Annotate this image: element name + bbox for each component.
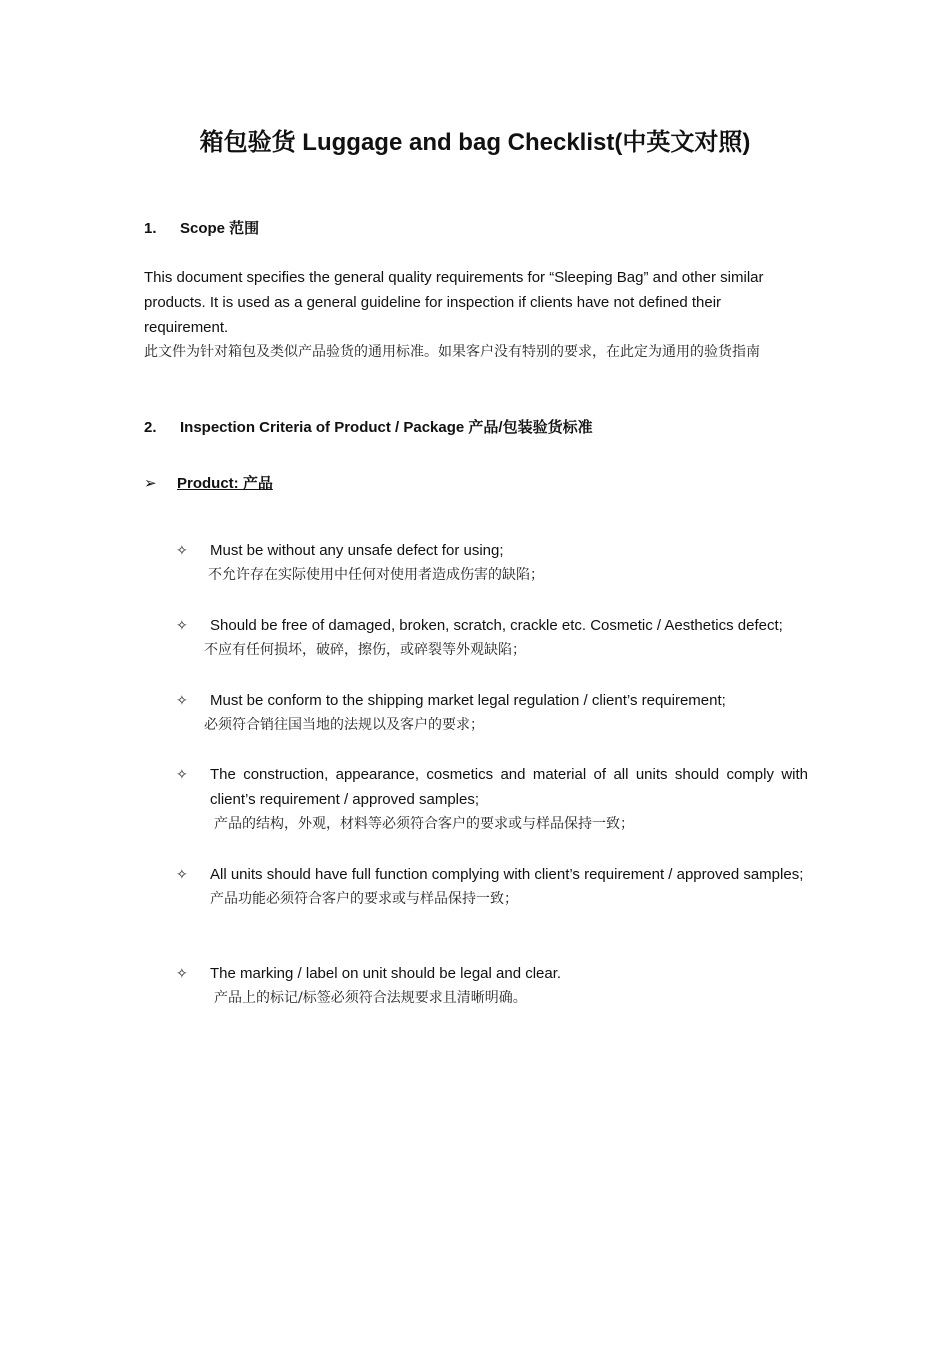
diamond-bullet-icon: ✧: [176, 692, 188, 708]
arrow-bullet-icon: ➢: [144, 475, 157, 492]
list-item: [176, 538, 808, 588]
list-item-chinese: 不应有任何损坏，破碎，擦伤，或碎裂等外观缺陷；: [204, 642, 526, 658]
list-item-english: Should be free of damaged, broken, scratch, crackle etc. Cosmetic / Aesthetics defect;: [210, 617, 783, 634]
product-label: Product: 产品: [177, 475, 273, 492]
list-item-chinese: 不允许存在实际使用中任何对使用者造成伤害的缺陷；: [208, 567, 544, 583]
section-heading-criteria: [144, 416, 593, 437]
list-item-english: Must be conform to the shipping market legal regulation / client’s requirement;: [210, 692, 726, 709]
list-item-chinese: 产品上的标记/标签必须符合法规要求且清晰明确。: [214, 990, 527, 1006]
list-item-chinese: 必须符合销往国当地的法规以及客户的要求；: [204, 717, 484, 733]
list-item: [176, 862, 808, 912]
scope-text-chinese: 此文件为针对箱包及类似产品验货的通用标准。如果客户没有特别的要求，在此定为通用的验货指南: [144, 344, 760, 360]
scope-paragraph: [144, 265, 808, 365]
section-number: 1.: [144, 220, 157, 237]
section-title: Scope 范围: [180, 220, 260, 237]
diamond-bullet-icon: ✧: [176, 617, 188, 633]
product-subheading: [144, 472, 273, 493]
list-item: [176, 762, 808, 837]
list-item: [176, 961, 808, 1011]
list-item-english: The construction, appearance, cosmetics and material of all units should comply with client’s requirement / approved samples;: [210, 766, 808, 808]
section-heading-scope: [144, 217, 259, 238]
document-title: 箱包验货 Luggage and bag Checklist(中英文对照): [199, 129, 751, 156]
diamond-bullet-icon: ✧: [176, 766, 188, 782]
diamond-bullet-icon: ✧: [176, 866, 188, 882]
list-item-english: The marking / label on unit should be legal and clear.: [210, 965, 562, 982]
diamond-bullet-icon: ✧: [176, 542, 188, 558]
diamond-bullet-icon: ✧: [176, 965, 188, 981]
section-title: Inspection Criteria of Product / Package 产品/包装验货标准: [180, 419, 593, 436]
list-item: [176, 688, 808, 738]
list-item: [176, 613, 808, 663]
scope-text-english: This document specifies the general quality requirements for “Sleeping Bag” and other similar products. It is used as a general guideline for inspection if clients have not defined their requirement.: [144, 269, 764, 336]
list-item-english: All units should have full function complying with client’s requirement / approved samples;: [210, 866, 804, 883]
list-item-english: Must be without any unsafe defect for using;: [210, 542, 504, 559]
list-item-chinese: 产品功能必须符合客户的要求或与样品保持一致；: [210, 891, 518, 907]
section-number: 2.: [144, 419, 157, 436]
list-item-chinese: 产品的结构，外观，材料等必须符合客户的要求或与样品保持一致；: [214, 816, 634, 832]
